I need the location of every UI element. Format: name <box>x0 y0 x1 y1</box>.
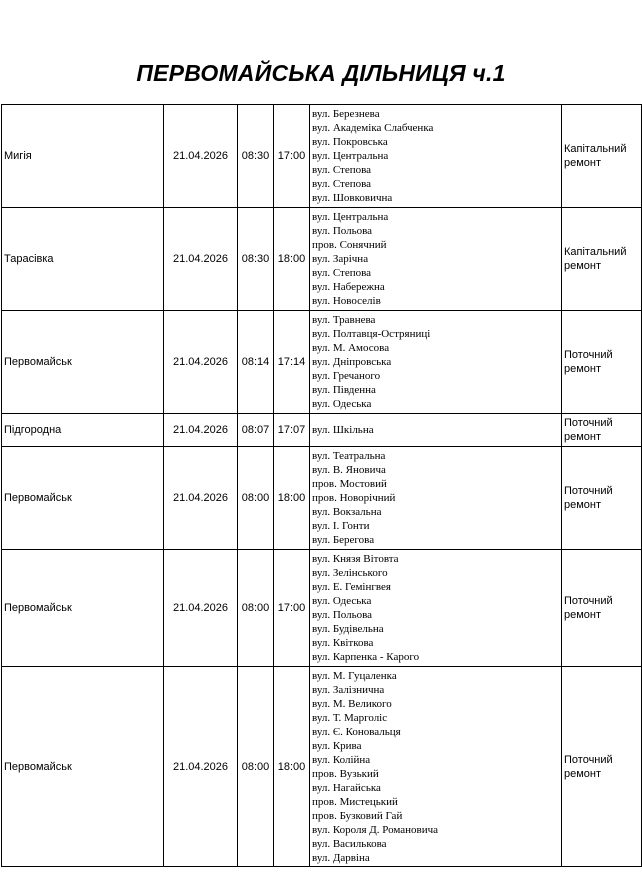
street-name: пров. Мистецький <box>312 795 398 808</box>
place-cell: Первомайськ <box>2 311 164 414</box>
table-row <box>2 311 642 414</box>
date-cell: 21.04.2026 <box>164 550 238 667</box>
work-type-cell: Поточний ремонт <box>562 414 642 447</box>
place-cell: Підгородна <box>2 414 164 447</box>
street-name: вул. Квіткова <box>312 637 374 649</box>
start-time-cell: 08:00 <box>238 550 274 667</box>
date-cell: 21.04.2026 <box>164 105 238 208</box>
streets-cell <box>310 667 562 867</box>
streets-cell <box>310 311 562 414</box>
street-name: пров. Мостовий <box>312 478 387 490</box>
end-time-cell: 18:00 <box>274 447 310 550</box>
street-name: пров. Новорічний <box>312 492 396 504</box>
street-name: вул. Е. Гемінгвея <box>312 581 391 593</box>
table-row <box>2 447 642 550</box>
work-type-cell: Поточний ремонт <box>562 667 642 867</box>
streets-cell <box>310 105 562 208</box>
street-name: вул. Центральна <box>312 211 389 223</box>
place-cell: Тарасівка <box>2 208 164 311</box>
end-time-cell: 17:14 <box>274 311 310 414</box>
date-cell: 21.04.2026 <box>164 414 238 447</box>
street-name: вул. Зелінського <box>312 567 388 579</box>
street-name: пров. Сонячний <box>312 239 387 251</box>
street-name: вул. Залізнична <box>312 683 385 696</box>
street-name: вул. Польова <box>312 609 373 621</box>
street-name: вул. Шкільна <box>312 424 374 436</box>
end-time-cell: 17:00 <box>274 550 310 667</box>
end-time-cell: 17:07 <box>274 414 310 447</box>
street-name: вул. Берегова <box>312 534 375 546</box>
street-name: вул. Крива <box>312 739 362 752</box>
street-name: вул. Південна <box>312 384 376 396</box>
street-name: вул. Нагайська <box>312 781 381 794</box>
place-cell: Первомайськ <box>2 447 164 550</box>
street-name: вул. Короля Д. Романовича <box>312 823 439 836</box>
street-name: вул. Є. Коновальця <box>312 725 401 738</box>
street-name: вул. Одеська <box>312 595 372 607</box>
streets-cell <box>310 447 562 550</box>
date-cell: 21.04.2026 <box>164 208 238 311</box>
street-name: вул. Польова <box>312 225 373 237</box>
end-time-cell: 17:00 <box>274 105 310 208</box>
street-name: вул. Березнева <box>312 108 380 120</box>
street-name: вул. Василькова <box>312 837 387 850</box>
street-name: вул. Степова <box>312 178 372 190</box>
street-name: вул. Полтавця-Остряниці <box>312 328 431 340</box>
date-cell: 21.04.2026 <box>164 667 238 867</box>
work-type-cell: Капітальний ремонт <box>562 208 642 311</box>
work-type-cell: Поточний ремонт <box>562 311 642 414</box>
street-name: вул. Вокзальна <box>312 506 382 518</box>
start-time-cell: 08:00 <box>238 447 274 550</box>
street-name: вул. Дарвіна <box>312 851 370 864</box>
street-name: вул. Колійна <box>312 753 371 766</box>
work-type-cell: Поточний ремонт <box>562 447 642 550</box>
streets-cell <box>310 208 562 311</box>
place-cell: Первомайськ <box>2 550 164 667</box>
date-cell: 21.04.2026 <box>164 311 238 414</box>
schedule-table <box>1 104 642 867</box>
start-time-cell: 08:14 <box>238 311 274 414</box>
start-time-cell: 08:30 <box>238 105 274 208</box>
street-name: вул. Гречаного <box>312 370 381 382</box>
street-name: вул. В. Яновича <box>312 464 386 476</box>
street-name: вул. М. Гуцаленка <box>312 669 397 682</box>
street-name: вул. Центральна <box>312 150 389 162</box>
street-name: вул. Степова <box>312 164 372 176</box>
street-name: вул. Зарічна <box>312 253 369 265</box>
street-name: вул. І. Гонти <box>312 520 370 532</box>
street-name: вул. Будівельна <box>312 623 384 635</box>
street-name: пров. Бузковий Гай <box>312 809 403 822</box>
start-time-cell: 08:07 <box>238 414 274 447</box>
work-type-cell: Поточний ремонт <box>562 550 642 667</box>
table-row <box>2 414 642 447</box>
street-name: вул. М. Великого <box>312 697 392 710</box>
street-name: вул. Степова <box>312 267 372 279</box>
table-row <box>2 208 642 311</box>
date-cell: 21.04.2026 <box>164 447 238 550</box>
street-name: вул. Карпенка - Карого <box>312 651 420 663</box>
end-time-cell: 18:00 <box>274 667 310 867</box>
table-row <box>2 667 642 867</box>
start-time-cell: 08:30 <box>238 208 274 311</box>
table-row <box>2 105 642 208</box>
street-name: вул. Дніпровська <box>312 356 392 368</box>
street-name: вул. Т. Марголіс <box>312 711 388 724</box>
start-time-cell: 08:00 <box>238 667 274 867</box>
street-name: вул. Набережна <box>312 281 385 293</box>
street-name: вул. Театральна <box>312 450 386 462</box>
work-type-cell: Капітальний ремонт <box>562 105 642 208</box>
street-name: пров. Вузький <box>312 767 379 780</box>
street-name: вул. Академіка Слабченка <box>312 122 434 134</box>
street-name: вул. Одеська <box>312 398 372 410</box>
streets-cell <box>310 414 562 447</box>
table-row <box>2 550 642 667</box>
street-name: вул. Травнева <box>312 314 376 326</box>
place-cell: Мигія <box>2 105 164 208</box>
street-name: вул. Князя Вітовта <box>312 553 399 565</box>
street-name: вул. Новоселів <box>312 295 381 307</box>
streets-cell <box>310 550 562 667</box>
page-title: ПЕРВОМАЙСЬКА ДІЛЬНИЦЯ ч.1 <box>136 60 506 86</box>
street-name: вул. Шовковична <box>312 192 393 204</box>
street-name: вул. Покровська <box>312 136 388 148</box>
end-time-cell: 18:00 <box>274 208 310 311</box>
place-cell: Первомайськ <box>2 667 164 867</box>
street-name: вул. М. Амосова <box>312 342 390 354</box>
